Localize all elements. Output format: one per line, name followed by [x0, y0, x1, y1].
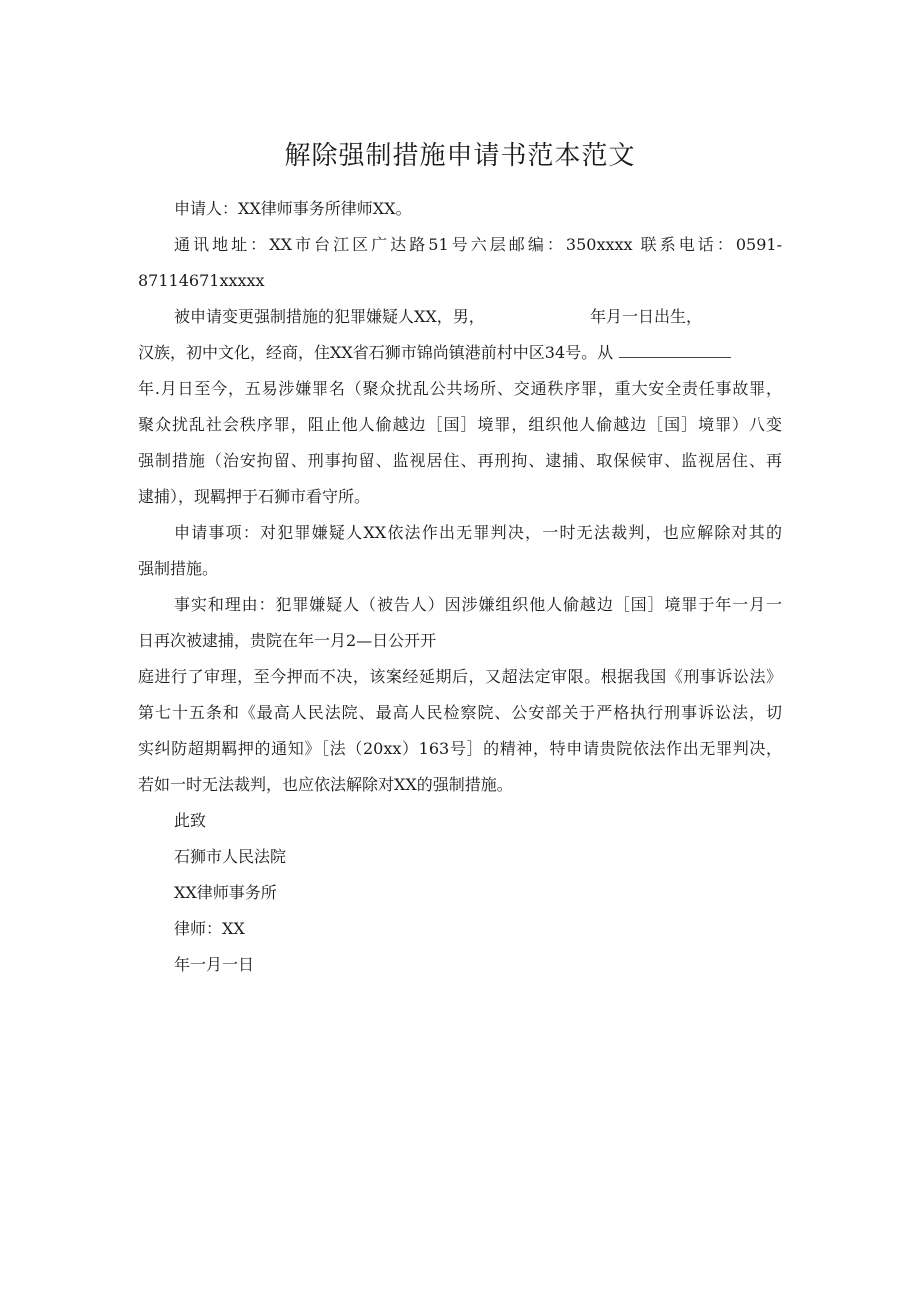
facts-line-15: 第七十五条和《最高人民法院、最高人民检察院、公安部关于严格执行刑事诉讼法，切	[138, 703, 782, 722]
respondent-residence-line	[138, 342, 731, 364]
signature-date: 年一月一日	[174, 955, 255, 974]
request-matters-line: 申请事项：对犯罪嫌疑人XX依法作出无罪判决，一时无法裁判，也应解除对其的	[174, 523, 782, 542]
body-line-9: 逮捕），现羁押于石狮市看守所。	[138, 487, 371, 506]
body-line-7: 聚众扰乱社会秩序罪，阻止他人偷越边［国］境罪，组织他人偷越边［国］境罪）八变	[138, 415, 782, 434]
document-title: 解除强制措施申请书范本范文	[284, 141, 636, 171]
applicant-line: 申请人：XX律师事务所律师XX。	[174, 199, 412, 218]
signature-firm: XX律师事务所	[174, 883, 277, 902]
facts-reasons-line: 事实和理由：犯罪嫌疑人（被告人）因涉嫌组织他人偷越边［国］境罪于年一月一	[174, 595, 782, 614]
salutation: 此致	[174, 811, 207, 830]
facts-line-16: 实纠防超期羁押的通知》［法（20xx）163号］的精神，特申请贵院依法作出无罪判决，	[138, 739, 782, 758]
respondent-birth-date: 年月一日出生，	[590, 307, 703, 326]
recipient-court: 石狮市人民法院	[174, 847, 287, 866]
facts-line-13: 日再次被逮捕，贵院在年一月2—日公开开	[138, 631, 437, 650]
facts-line-14: 庭进行了审理，至今押而不决，该案经延期后，又超法定审限。根据我国《刑事诉讼法》	[138, 667, 782, 686]
respondent-line-start: 被申请变更强制措施的犯罪嫌疑人XX，男，	[174, 307, 485, 326]
body-line-8: 强制措施（治安拘留、刑事拘留、监视居住、再刑拘、逮捕、取保候审、监视居住、再	[138, 451, 782, 470]
address-line: 通讯地址：XX市台江区广达路51号六层邮编：350xxxx 联系电话：0591-	[174, 235, 782, 254]
body-line-6: 年.月日至今，五易涉嫌罪名（聚众扰乱公共场所、交通秩序罪，重大安全责任事故罪，	[138, 379, 782, 398]
phone-continuation-line: 87114671xxxxx	[138, 271, 265, 290]
facts-line-17: 若如一时无法裁判，也应依法解除对XX的强制措施。	[138, 775, 513, 794]
date-blank-field	[619, 343, 731, 358]
residence-text: 汉族，初中文化，经商，住XX省石狮市锦尚镇港前村中区34号。从	[138, 343, 614, 362]
signature-lawyer: 律师：XX	[174, 919, 245, 938]
request-matters-continuation: 强制措施。	[138, 559, 219, 578]
